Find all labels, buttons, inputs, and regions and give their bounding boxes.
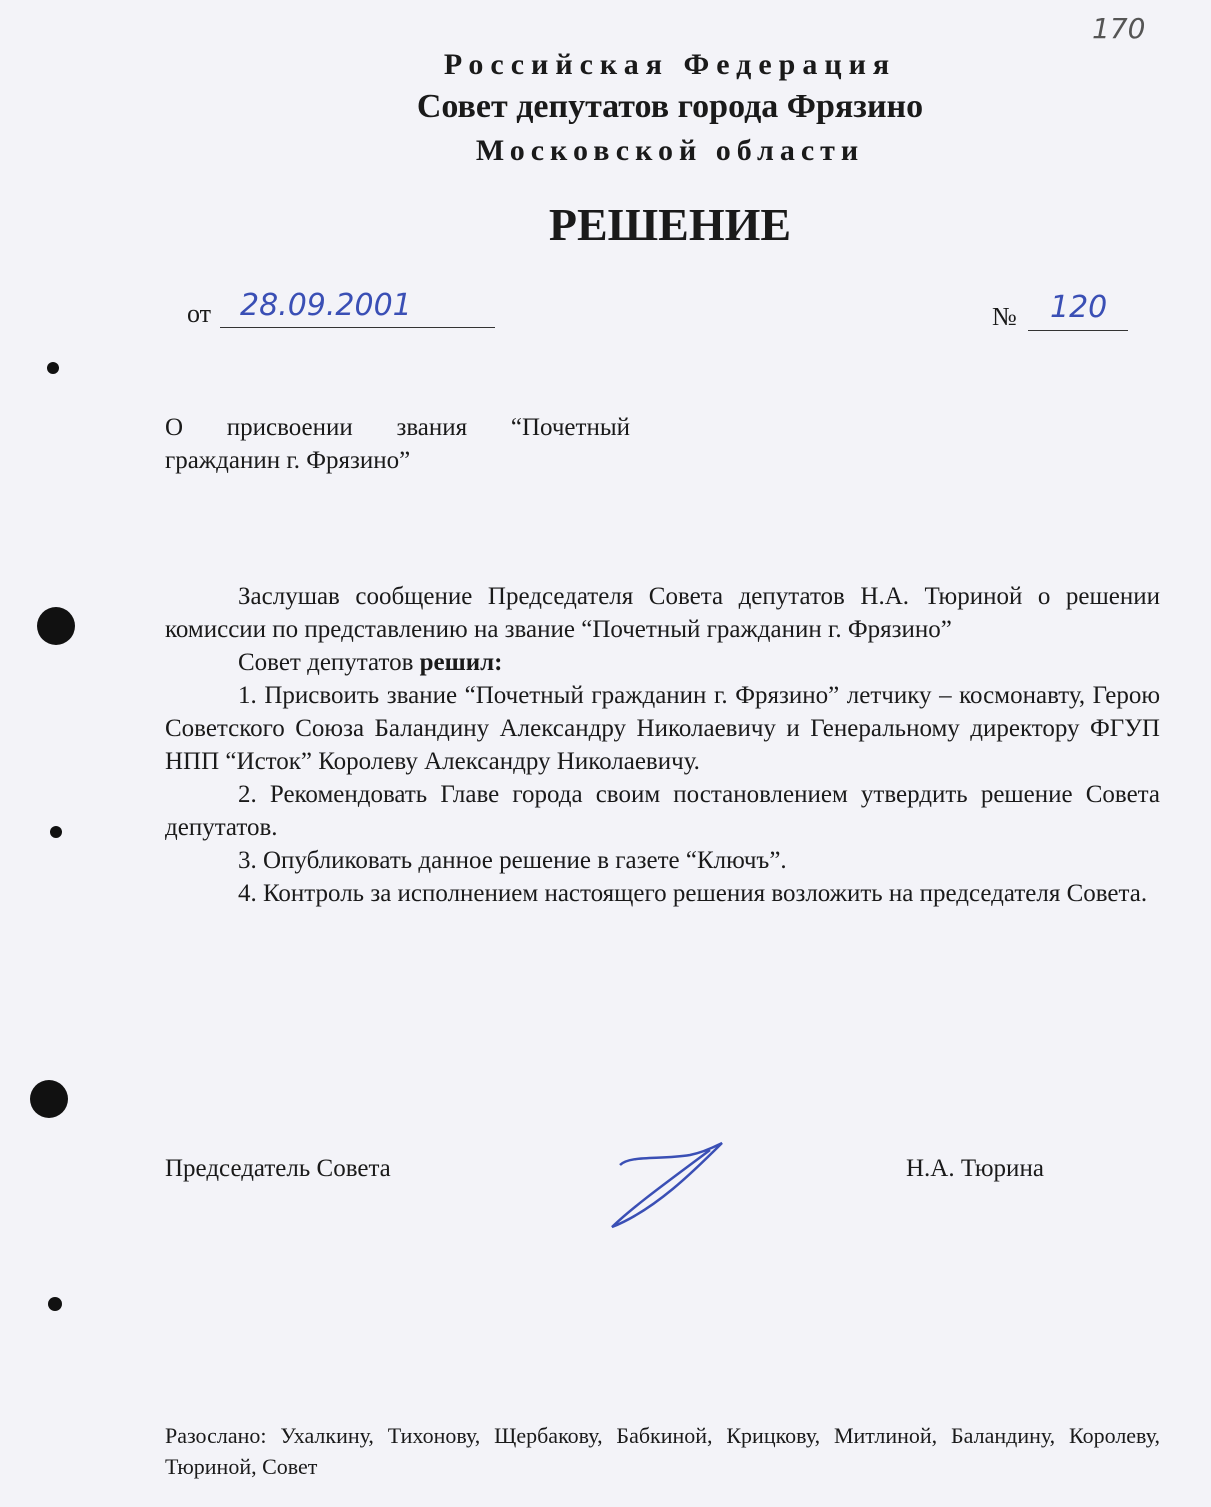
punch-hole-dot [48, 1297, 62, 1311]
number-value: 120 [1050, 290, 1108, 325]
signature-name: Н.А. Тюрина [906, 1155, 1044, 1182]
date-label: от [187, 299, 212, 328]
item-4: 4. Контроль за исполнением настоящего решения возложить на председателя Совета. [238, 880, 1148, 907]
decided-bold: решил: [419, 649, 503, 676]
document-title: РЕШЕНИЕ [548, 199, 792, 250]
number-underline [1028, 329, 1128, 331]
header-council: Совет депутатов города Фрязино [416, 88, 924, 125]
signature-position: Председатель Совета [165, 1155, 391, 1182]
handwritten-signature [600, 1135, 730, 1235]
body [165, 580, 1160, 910]
distribution-list: Разослано: Ухалкину, Тихонову, Щербакову, Бабкиной, Крицкову, Митлиной, Баландину, Королеву, Тюриной, Совет [165, 1423, 1160, 1479]
subject-line: гражданин г. Фрязино” [165, 447, 411, 474]
punch-hole [30, 1080, 68, 1118]
subject [165, 411, 630, 477]
header-region: Московской области [475, 134, 865, 167]
decided-paragraph [165, 646, 1160, 679]
item-1: 1. Присвоить звание “Почетный гражданин г. Фрязино” летчику – космонавту, Герою Советского Союза Баландину Александру Николаевичу и Генеральному директору ФГУП НПП “Исток” Королеву Александру Николаевичу. [165, 682, 1160, 775]
punch-hole-dot [47, 362, 59, 374]
page-number: 170 [1092, 12, 1146, 45]
date-value: 28.09.2001 [240, 288, 412, 323]
subject-line: О присвоении звания “Почетный [165, 414, 630, 441]
item-2: 2. Рекомендовать Главе города своим постановлением утвердить решение Совета депутатов. [165, 781, 1160, 841]
number-label: № [992, 302, 1017, 331]
date-underline [220, 326, 495, 328]
header-country: Российская Федерация [443, 48, 897, 81]
intro-paragraph: Заслушав сообщение Председателя Совета депутатов Н.А. Тюриной о решении комиссии по представлению на звание “Почетный гражданин г. Фрязино” [165, 583, 1160, 643]
punch-hole [37, 607, 75, 645]
item-3: 3. Опубликовать данное решение в газете “Ключъ”. [238, 847, 787, 874]
punch-hole-dot [50, 826, 62, 838]
decided-prefix: Совет депутатов [238, 649, 420, 676]
